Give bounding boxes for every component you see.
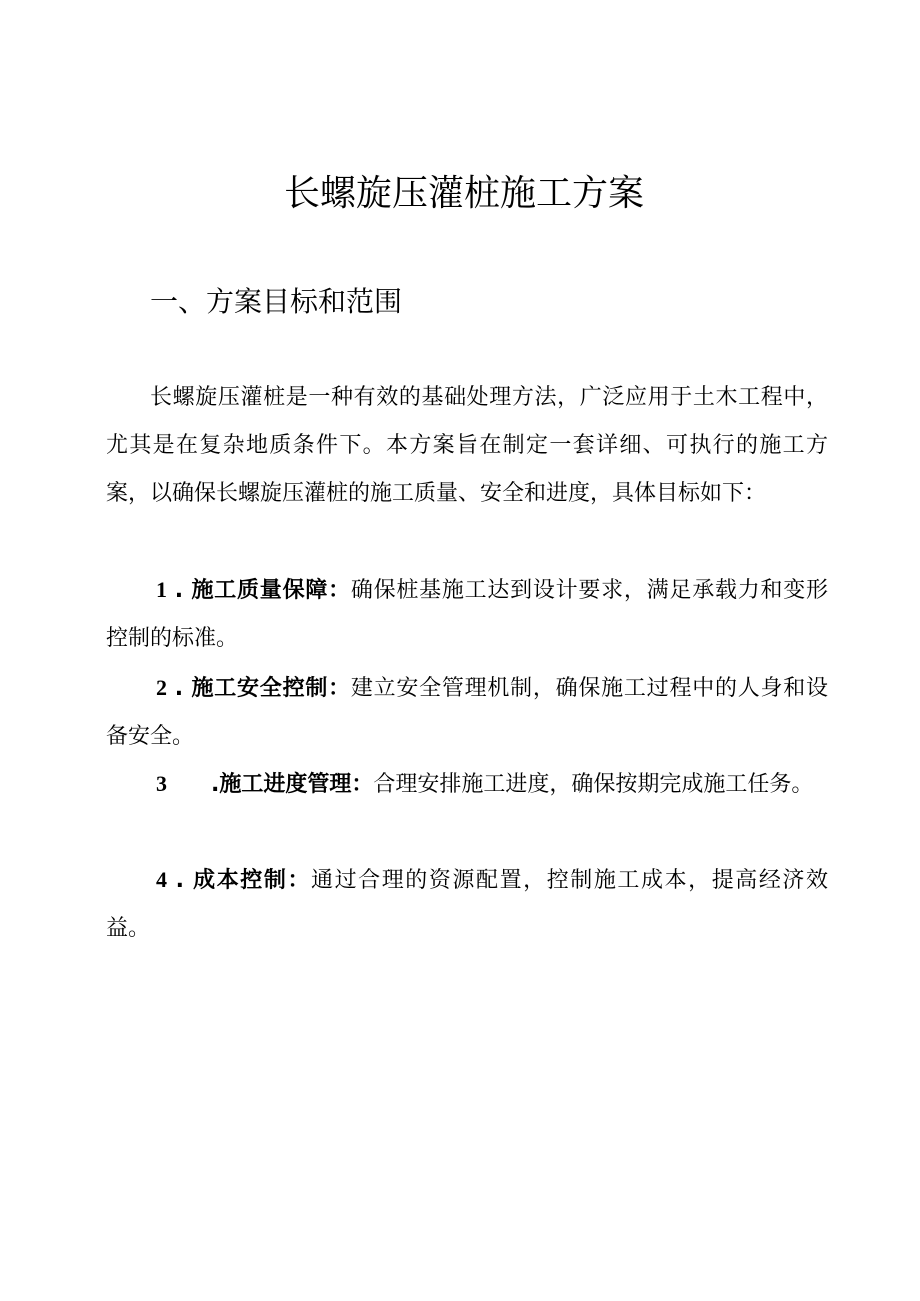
item-text: 建立安全管理机制，确保施工过程中的人身和设备安全。: [106, 676, 828, 749]
list-item-schedule: [106, 760, 828, 809]
document-title: 长螺旋压灌桩施工方案: [283, 173, 644, 214]
list-item-safety: [106, 664, 828, 761]
intro-paragraph: 长螺旋压灌桩是一种有效的基础处理方法，广泛应用于土木工程中，尤其是在复杂地质条件下。本方案旨在制定一套详细、可执行的施工方案，以确保长螺旋压灌桩的施工质量、安全和进度，具体目标如下：: [106, 385, 828, 506]
item-number: 3: [156, 771, 167, 796]
item-number: 2: [156, 675, 167, 700]
item-text: 确保桩基施工达到设计要求，满足承载力和变形控制的标准。: [106, 578, 828, 651]
section-heading: 一、方案目标和范围: [150, 285, 403, 318]
item-label: .施工进度管理：: [211, 772, 374, 797]
list-item-quality: [106, 566, 828, 663]
item-number: 4: [156, 867, 167, 892]
item-number: 1: [156, 577, 167, 602]
item-label: . 施工质量保障：: [174, 578, 351, 603]
item-text: 合理安排施工进度，确保按期完成施工任务。: [373, 772, 814, 797]
item-label: . 成本控制：: [175, 868, 312, 893]
list-item-cost: [106, 856, 828, 953]
item-label: . 施工安全控制：: [174, 676, 351, 701]
item-text: 通过合理的资源配置，控制施工成本，提高经济效益。: [106, 868, 828, 941]
